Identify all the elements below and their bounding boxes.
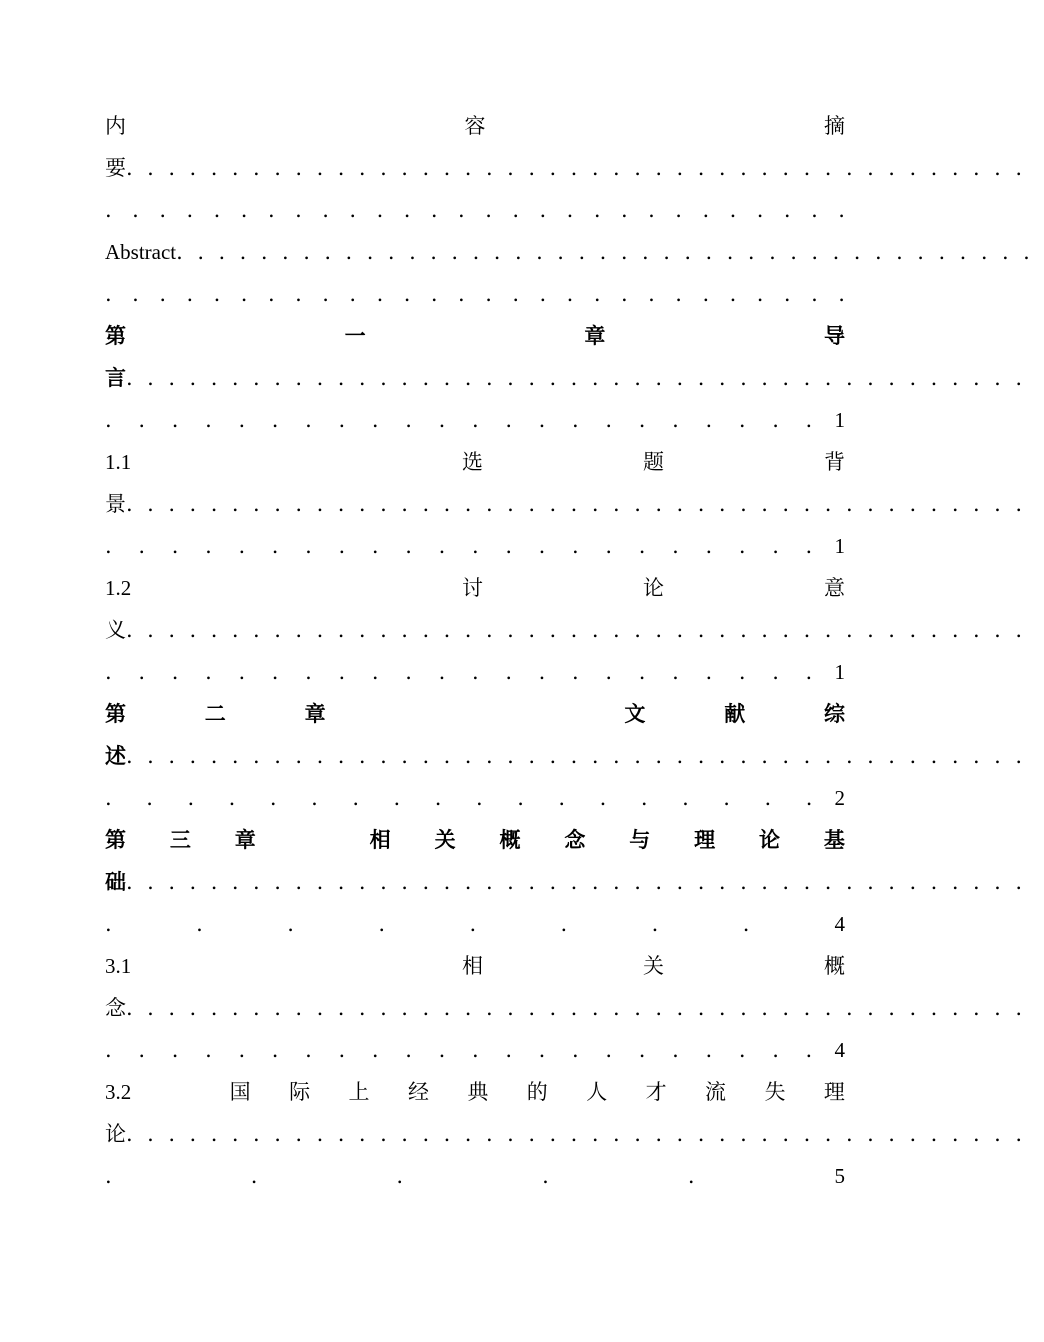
toc-char: 选 (462, 450, 483, 474)
toc-char: 题 (643, 450, 664, 474)
toc-leader: ........................................... (126, 492, 1037, 516)
toc-leader-line (105, 273, 845, 315)
toc-leader: . . . . . (105, 1164, 695, 1188)
toc-char: 3.2 (105, 1080, 132, 1104)
toc-char: 内 (105, 114, 126, 138)
toc-leader: ........................................... (126, 744, 1037, 768)
toc-page-number: 5 (834, 1164, 845, 1188)
toc-entry-chapter-3-line3 (105, 903, 845, 945)
toc-entry-abstract-cn-line2 (105, 147, 1037, 189)
toc-leader: . . . . . . . . (105, 912, 750, 936)
toc-page-number: 4 (834, 912, 845, 936)
toc-entry-3-2-line2 (105, 1113, 1037, 1155)
toc-char: 1.2 (105, 576, 132, 600)
toc-char: 典 (467, 1080, 489, 1104)
toc-char: 第 (105, 828, 126, 852)
toc-leader: ........................................... (126, 366, 1037, 390)
toc-char: 章 (584, 324, 606, 348)
toc-entry-chapter-3-line2 (105, 861, 1037, 903)
table-of-contents (105, 105, 1044, 1197)
toc-char: 念 (564, 828, 586, 852)
toc-char: 论 (105, 1122, 126, 1146)
toc-char: 背 (824, 450, 845, 474)
toc-leader: . . . . . . . . . . . . . . . . . . . . . . (105, 1038, 813, 1062)
toc-char: 相 (462, 954, 483, 978)
toc-leader: ........................................... (126, 156, 1037, 180)
toc-char: 言 (105, 366, 126, 390)
toc-leader: ........................................... (126, 1122, 1037, 1146)
toc-char: 景 (105, 492, 126, 516)
toc-char: 第 (105, 324, 126, 348)
toc-entry-chapter-2-line3 (105, 777, 845, 819)
toc-page-number: 4 (834, 1038, 845, 1062)
toc-char: 一 (344, 324, 366, 348)
toc-entry-3-2-line3 (105, 1155, 845, 1197)
toc-leader: . . . . . . . . . . . . . . . . . . . . . . (105, 660, 813, 684)
toc-char: 献 (724, 702, 746, 726)
toc-char: 文 (624, 702, 646, 726)
toc-leader-line (105, 189, 845, 231)
toc-char: 章 (304, 702, 326, 726)
toc-char: 述 (105, 744, 126, 768)
toc-leader: ......................................... (176, 240, 1044, 264)
toc-entry-chapter-3-line1 (105, 819, 845, 861)
toc-char: 容 (464, 114, 486, 138)
toc-page-number: 2 (834, 786, 845, 810)
toc-entry-1-2-line2 (105, 609, 1037, 651)
toc-char: 意 (824, 576, 845, 600)
toc-entry-3-1-line2 (105, 987, 1037, 1029)
toc-char: 导 (823, 324, 845, 348)
toc-char: 关 (643, 954, 664, 978)
toc-char: 综 (823, 702, 845, 726)
toc-char: 才 (645, 1080, 667, 1104)
toc-char: 1.1 (105, 450, 132, 474)
toc-entry-chapter-1-line2 (105, 357, 1037, 399)
toc-entry-chapter-2-line2 (105, 735, 1037, 777)
toc-char: 理 (823, 1080, 845, 1104)
toc-char: 际 (289, 1080, 311, 1104)
toc-char: 与 (629, 828, 651, 852)
toc-entry-1-1-line3 (105, 525, 845, 567)
toc-entry-1-1-line1 (105, 441, 845, 483)
toc-char: 关 (434, 828, 456, 852)
toc-leader: . . . . . . . . . . . . . . . . . . . . . . . . . . . . (105, 198, 845, 222)
toc-entry-1-1-line2 (105, 483, 1037, 525)
toc-char: 理 (694, 828, 716, 852)
toc-entry-3-1-line3 (105, 1029, 845, 1071)
toc-page-number: 1 (834, 534, 845, 558)
toc-char: 经 (407, 1080, 429, 1104)
toc-char: 讨 (462, 576, 483, 600)
toc-char: 的 (526, 1080, 548, 1104)
toc-entry-3-1-line1 (105, 945, 845, 987)
toc-leader: . . . . . . . . . . . . . . . . . . . . . . (105, 408, 813, 432)
toc-char: 摘 (824, 114, 845, 138)
toc-label: Abstract (105, 240, 177, 264)
toc-char: 三 (169, 828, 191, 852)
toc-char: 3.1 (105, 954, 132, 978)
toc-entry-1-2-line1 (105, 567, 845, 609)
toc-char: 概 (824, 954, 845, 978)
toc-char: 义 (105, 618, 126, 642)
toc-char: 第 (105, 702, 126, 726)
toc-char: 论 (759, 828, 781, 852)
toc-char: 上 (348, 1080, 370, 1104)
toc-char: 国 (229, 1080, 251, 1104)
toc-char: 概 (499, 828, 521, 852)
toc-char: 章 (234, 828, 256, 852)
toc-entry-chapter-1-line3 (105, 399, 845, 441)
toc-leader: ........................................... (126, 870, 1037, 894)
toc-char: 流 (705, 1080, 727, 1104)
toc-page-number: 1 (834, 408, 845, 432)
toc-char: 人 (586, 1080, 608, 1104)
toc-leader: . . . . . . . . . . . . . . . . . . . . . . . . . . . . (105, 282, 845, 306)
toc-entry-3-2-line1 (105, 1071, 845, 1113)
toc-char: 二 (204, 702, 226, 726)
toc-char: 要 (105, 156, 126, 180)
toc-char: 基 (823, 828, 845, 852)
toc-page-number: 1 (834, 660, 845, 684)
toc-entry-abstract-cn-line1 (105, 105, 845, 147)
toc-leader: . . . . . . . . . . . . . . . . . . (105, 786, 813, 810)
toc-char: 础 (105, 870, 126, 894)
toc-entry-chapter-1-line1 (105, 315, 845, 357)
toc-leader: ........................................... (126, 618, 1037, 642)
toc-leader: ........................................... (126, 996, 1037, 1020)
toc-char: 念 (105, 996, 126, 1020)
toc-entry-chapter-2-line1 (105, 693, 845, 735)
toc-entry-1-2-line3 (105, 651, 845, 693)
toc-char: 论 (643, 576, 664, 600)
toc-entry-abstract-en-line1 (105, 231, 1044, 273)
toc-char: 相 (369, 828, 391, 852)
toc-char: 失 (764, 1080, 786, 1104)
toc-leader: . . . . . . . . . . . . . . . . . . . . . . (105, 534, 813, 558)
